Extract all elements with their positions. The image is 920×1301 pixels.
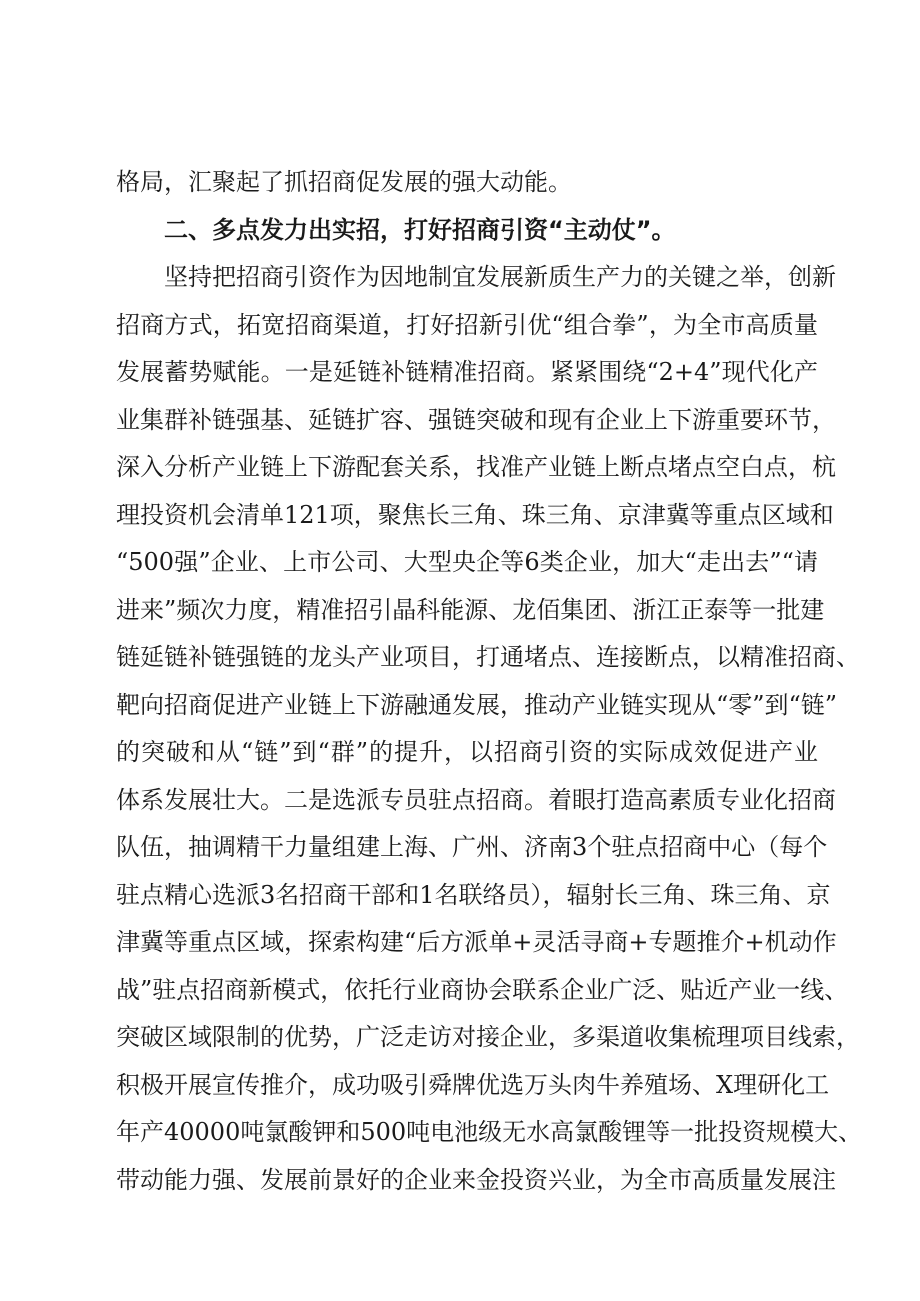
paragraph-2-line: 招商方式，拓宽招商渠道，打好招新引优“组合拳”，为全市高质量 <box>116 310 818 339</box>
paragraph-2-line: 链延链补链强链的龙头产业项目，打通堵点、连接断点，以精准招商、 <box>116 643 860 671</box>
paragraph-2-line: 战”驻点招商新模式，依托行业商协会联系企业广泛、贴近产业一线、 <box>116 975 849 1004</box>
paragraph-2-line: 进来”频次力度，精准招引晶科能源、龙佰集团、浙江正泰等一批建 <box>116 595 825 624</box>
paragraph-2-line: 津冀等重点区域，探索构建“后方派单+灵活寻商+专题推介+机动作 <box>116 928 837 956</box>
paragraph-2-line: 深入分析产业链上下游配套关系，找准产业链上断点堵点空白点，杭 <box>116 453 836 481</box>
paragraph-2-line: 坚持把招商引资作为因地制宜发展新质生产力的关键之举，创新 <box>164 263 836 291</box>
paragraph-2-line: 理投资机会清单121项，聚焦长三角、珠三角、京津冀等重点区域和 <box>116 500 834 529</box>
paragraph-2-line: “500强”企业、上市公司、大型央企等6类企业，加大“走出去”“请 <box>116 548 818 576</box>
paragraph-1-line: 格局，汇聚起了抓招商促发展的强大动能。 <box>116 168 572 196</box>
paragraph-2-line: 发展蓄势赋能。一是延链补链精准招商。紧紧围绕“2+4”现代化产 <box>116 358 818 386</box>
paragraph-2-line: 带动能力强、发展前景好的企业来金投资兴业，为全市高质量发展注 <box>116 1165 836 1194</box>
paragraph-2-line: 的突破和从“链”到“群”的提升，以招商引资的实际成效促进产业 <box>116 738 818 766</box>
section-heading: 二、多点发力出实招，打好招商引资“主动仗”。 <box>164 215 676 244</box>
paragraph-2-line: 队伍，抽调精干力量组建上海、广州、济南3个驻点招商中心（每个 <box>116 833 828 861</box>
paragraph-2-line: 体系发展壮大。二是选派专员驻点招商。着眼打造高素质专业化招商 <box>116 785 836 814</box>
paragraph-2-line: 业集群补链强基、延链扩容、强链突破和现有企业上下游重要环节， <box>116 405 836 434</box>
paragraph-2-line: 驻点精心选派3名招商干部和1名联络员），辐射长三角、珠三角、京 <box>116 880 831 909</box>
paragraph-2-line: 积极开展宣传推介，成功吸引舜牌优选万头肉牛养殖场、X理研化工 <box>116 1070 830 1099</box>
paragraph-2-line: 年产40000吨氯酸钾和500吨电池级无水高氯酸锂等一批投资规模大、 <box>116 1118 863 1146</box>
paragraph-2-line: 靶向招商促进产业链上下游融通发展，推动产业链实现从“零”到“链” <box>116 690 838 719</box>
paragraph-2-line: 突破区域限制的优势，广泛走访对接企业，多渠道收集梳理项目线索， <box>116 1023 860 1051</box>
document-body <box>116 159 863 1204</box>
